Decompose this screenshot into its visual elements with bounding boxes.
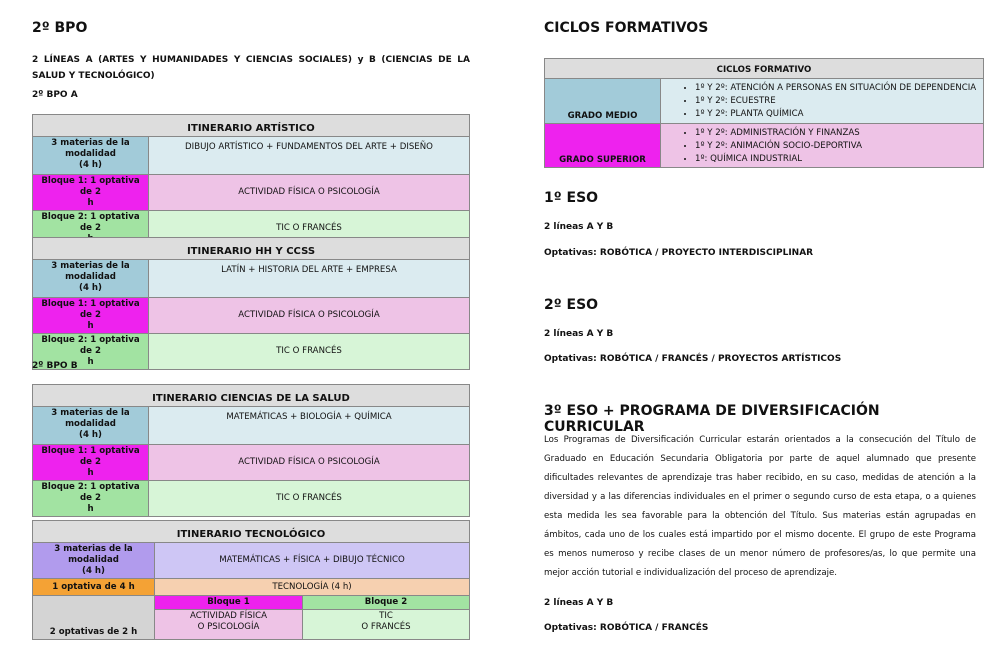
grado-medio-list xyxy=(661,79,984,124)
bpo-a-label: 2º BPO A xyxy=(32,90,78,100)
modalidad-value: MATEMÁTICAS + BIOLOGÍA + QUÍMICA xyxy=(149,407,470,445)
list-item: • 1º Y 2º: ADMINISTRACIÓN Y FINANZAS xyxy=(695,127,981,140)
bloque2-value: TIC O FRANCÉS xyxy=(303,610,470,640)
ciclos-table xyxy=(544,58,984,168)
bloque2-header: Bloque 2 xyxy=(303,596,470,610)
eso1-title: 1º ESO xyxy=(544,190,599,206)
bloque1-value: ACTIVIDAD FÍSICA O PSICOLOGÍA xyxy=(155,610,303,640)
grado-superior-list xyxy=(661,124,984,168)
list-item: • 1º Y 2º: ECUESTRE xyxy=(695,95,981,108)
eso1-optativas: Optativas: ROBÓTICA / PROYECTO INTERDISCIPLINAR xyxy=(544,248,814,258)
itinerario-tecnologico-table xyxy=(32,520,470,640)
bloque1-header: Bloque 1 xyxy=(155,596,303,610)
ciclos-title: CICLOS FORMATIVOS xyxy=(544,20,709,36)
eso2-optativas: Optativas: ROBÓTICA / FRANCÉS / PROYECTOS ARTÍSTICOS xyxy=(544,354,842,364)
itinerario-ciencias-salud-table xyxy=(32,384,470,517)
eso2-lines: 2 líneas A Y B xyxy=(544,329,614,339)
itinerario-hh-ccss-table xyxy=(32,237,470,370)
eso3-optativas: Optativas: ROBÓTICA / FRANCÉS xyxy=(544,623,709,633)
modalidad-label: 3 materias de la modalidad (4 h) xyxy=(33,260,149,298)
list-item: • 1º Y 2º: ATENCIÓN A PERSONAS EN SITUACIÓN DE DEPENDENCIA xyxy=(695,82,981,95)
bloque2-value: TIC O FRANCÉS xyxy=(149,481,470,517)
modalidad-label: 3 materias de la modalidad (4 h) xyxy=(33,137,149,175)
itinerario-artistico-table xyxy=(32,114,470,247)
bloque2-value: TIC O FRANCÉS xyxy=(149,211,470,247)
optativa-4h-label: 1 optativa de 4 h xyxy=(33,579,155,596)
bpo-title: 2º BPO xyxy=(32,20,88,36)
grado-superior-label: GRADO SUPERIOR xyxy=(545,124,661,168)
table-header: ITINERARIO HH Y CCSS xyxy=(33,238,470,260)
modalidad-label: 3 materias de la modalidad (4 h) xyxy=(33,543,155,579)
list-item: • 1º Y 2º: ANIMACIÓN SOCIO-DEPORTIVA xyxy=(695,140,981,153)
bloque1-label: Bloque 1: 1 optativa de 2 h xyxy=(33,298,149,334)
list-item: • 1º Y 2º: PLANTA QUÍMICA xyxy=(695,108,981,121)
bloque2-label: Bloque 2: 1 optativa de 2 xyxy=(33,211,149,247)
bloque2-label: Bloque 2: 1 optativa de 2 h xyxy=(33,334,149,370)
list-item: • 1º: QUÍMICA INDUSTRIAL xyxy=(695,153,981,166)
bloque1-value: ACTIVIDAD FÍSICA O PSICOLOGÍA xyxy=(149,175,470,211)
bloque1-label: Bloque 1: 1 optativa de 2 h xyxy=(33,175,149,211)
bpo-subtitle: 2 LÍNEAS A (ARTES Y HUMANIDADES Y CIENCIAS SOCIALES) y B (CIENCIAS DE LA SALUD Y TECNOLÓGICO) xyxy=(32,55,470,81)
eso3-paragraph: Los Programas de Diversificación Curricular estarán orientados a la consecución del Título de Graduado en Educación Secundaria Obligatoria por parte de aquel alumnado que presente dificultades relevantes de aprendizaje tras haber recibido, en su caso, medidas de atención a la diversidad y a las diferencias individuales en el primer o segundo curso de esta etapa, o a quienes esta medida les sea favorable para la obtención del Título. Sus materias están agrupadas en ámbitos, cada uno de los cuales está impartido por el mismo docente. El grupo de este Programa es menos numeroso y recibe clases de un menor número de profesores/as, lo que permite una mejor acción tutorial e individualización del proceso de aprendizaje. xyxy=(544,435,976,578)
bloque1-value: ACTIVIDAD FÍSICA O PSICOLOGÍA xyxy=(149,298,470,334)
bloque1-label: Bloque 1: 1 optativa de 2 h xyxy=(33,445,149,481)
modalidad-value: LATÍN + HISTORIA DEL ARTE + EMPRESA xyxy=(149,260,470,298)
bloque2-value: TIC O FRANCÉS xyxy=(149,334,470,370)
eso2-title: 2º ESO xyxy=(544,297,599,313)
optativa-4h-value: TECNOLOGÍA (4 h) xyxy=(155,579,470,596)
optativas-2h-label: 2 optativas de 2 h xyxy=(33,596,155,640)
modalidad-value: DIBUJO ARTÍSTICO + FUNDAMENTOS DEL ARTE + DISEÑO xyxy=(149,137,470,175)
table-header: ITINERARIO CIENCIAS DE LA SALUD xyxy=(33,385,470,407)
table-header: CICLOS FORMATIVO xyxy=(545,59,984,79)
bpo-b-label: 2º BPO B xyxy=(32,361,78,371)
table-header: ITINERARIO TECNOLÓGICO xyxy=(33,521,470,543)
grado-medio-label: GRADO MEDIO xyxy=(545,79,661,124)
bloque2-label: Bloque 2: 1 optativa de 2 h xyxy=(33,481,149,517)
bloque1-value: ACTIVIDAD FÍSICA O PSICOLOGÍA xyxy=(149,445,470,481)
modalidad-value: MATEMÁTICAS + FÍSICA + DIBUJO TÉCNICO xyxy=(155,543,470,579)
eso3-lines: 2 líneas A Y B xyxy=(544,598,614,608)
modalidad-label: 3 materias de la modalidad (4 h) xyxy=(33,407,149,445)
eso3-title: 3º ESO + PROGRAMA DE DIVERSIFICACIÓN CURRICULAR xyxy=(544,403,880,435)
eso1-lines: 2 líneas A Y B xyxy=(544,222,614,232)
table-header: ITINERARIO ARTÍSTICO xyxy=(33,115,470,137)
